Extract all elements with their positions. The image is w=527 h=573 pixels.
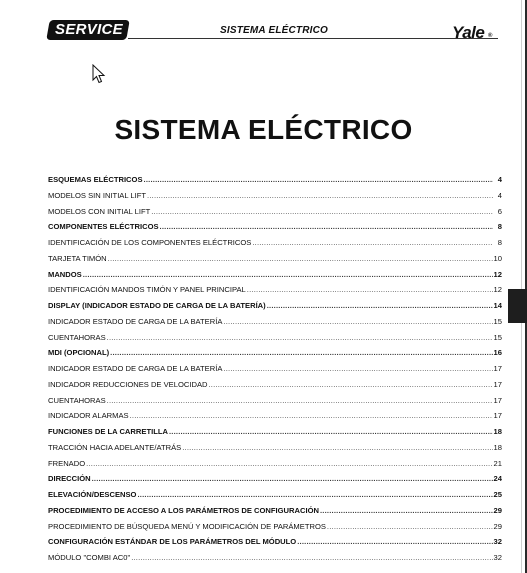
toc-entry-label: CONFIGURACIÓN ESTÁNDAR DE LOS PARÁMETROS DEL MÓDULO: [48, 537, 297, 547]
toc-entry-label: PROCEDIMIENTO DE BÚSQUEDA MENÚ Y MODIFICACIÓN DE PARÁMETROS: [48, 521, 326, 531]
toc-entry-page: 24: [493, 474, 502, 484]
page-header: [48, 20, 500, 44]
toc-leader-dots: [110, 345, 492, 361]
toc-leader-dots: [182, 440, 492, 456]
toc-leader-dots: [151, 204, 493, 220]
toc-entry[interactable]: [48, 314, 502, 330]
toc-entry-label: FUNCIONES DE LA CARRETILLA: [48, 427, 168, 436]
toc-entry-page: 25: [493, 490, 502, 499]
brand-registered-mark: ®: [488, 33, 493, 39]
table-of-contents: [48, 172, 502, 566]
toc-leader-dots: [137, 487, 492, 503]
toc-leader-dots: [83, 267, 493, 283]
toc-leader-dots: [131, 550, 492, 566]
toc-entry[interactable]: [48, 424, 502, 440]
toc-entry-page: 32: [493, 553, 502, 562]
toc-entry[interactable]: [48, 282, 502, 298]
toc-entry[interactable]: [48, 298, 502, 314]
toc-entry-page: 18: [493, 442, 502, 452]
toc-entry-label: ELEVACIÓN/DESCENSO: [48, 490, 137, 499]
toc-entry-page: 29: [493, 521, 502, 531]
toc-entry-page: 17: [493, 411, 502, 421]
toc-entry-page: 8: [497, 238, 502, 247]
toc-entry[interactable]: [48, 330, 502, 346]
toc-entry-label: MODELOS CON INITIAL LIFT: [48, 206, 151, 216]
toc-entry-label: FRENADO: [48, 458, 86, 468]
toc-entry[interactable]: [48, 534, 502, 550]
toc-entry-label: TARJETA TIMÓN: [48, 253, 107, 263]
toc-entry-page: 4: [497, 190, 502, 200]
toc-entry-page: 14: [493, 301, 502, 310]
toc-entry-label: MDI (OPCIONAL): [48, 348, 110, 358]
toc-leader-dots: [107, 393, 493, 409]
toc-entry-page: 12: [493, 285, 502, 295]
toc-entry-label: DISPLAY (INDICADOR ESTADO DE CARGA DE LA BATERÍA): [48, 301, 266, 310]
toc-entry[interactable]: [48, 456, 502, 472]
toc-entry-label: TRACCIÓN HACIA ADELANTE/ATRÁS: [48, 442, 182, 452]
toc-entry-page: 16: [493, 348, 502, 358]
toc-entry-label: IDENTIFICACIÓN MANDOS TIMÓN Y PANEL PRINCIPAL: [48, 285, 246, 295]
toc-entry-page: 15: [493, 316, 502, 326]
header-rule: [128, 38, 498, 39]
toc-leader-dots: [108, 251, 493, 267]
toc-entry-page: 17: [493, 395, 502, 405]
toc-leader-dots: [144, 172, 493, 188]
toc-leader-dots: [160, 219, 493, 235]
toc-leader-dots: [169, 424, 493, 440]
toc-entry-label: COMPONENTES ELÉCTRICOS: [48, 222, 159, 232]
service-badge: SERVICE: [55, 21, 123, 38]
toc-entry-label: MODELOS SIN INITIAL LIFT: [48, 190, 147, 200]
toc-entry[interactable]: [48, 345, 502, 361]
toc-entry-label: CUENTAHORAS: [48, 332, 106, 342]
toc-entry-page: 17: [493, 364, 502, 373]
toc-leader-dots: [223, 361, 492, 377]
toc-entry-label: CUENTAHORAS: [48, 395, 106, 405]
toc-entry-page: 4: [497, 175, 502, 184]
toc-leader-dots: [147, 188, 493, 204]
toc-entry[interactable]: [48, 204, 502, 220]
toc-leader-dots: [327, 519, 493, 535]
toc-entry[interactable]: [48, 377, 502, 393]
toc-entry[interactable]: [48, 235, 502, 251]
toc-leader-dots: [267, 298, 493, 314]
toc-entry-page: 8: [497, 222, 502, 232]
toc-leader-dots: [209, 377, 493, 393]
toc-entry[interactable]: [48, 393, 502, 409]
toc-entry-page: 10: [493, 253, 502, 263]
toc-entry[interactable]: [48, 267, 502, 283]
toc-entry[interactable]: [48, 361, 502, 377]
toc-entry-page: 17: [493, 379, 502, 389]
toc-entry-label: MANDOS: [48, 269, 82, 279]
page-edge-line: [521, 0, 522, 573]
toc-entry-label: IDENTIFICACIÓN DE LOS COMPONENTES ELÉCTRICOS: [48, 238, 252, 247]
toc-entry-label: ESQUEMAS ELÉCTRICOS: [48, 175, 143, 184]
toc-leader-dots: [223, 314, 492, 330]
toc-leader-dots: [86, 456, 492, 472]
toc-entry[interactable]: [48, 519, 502, 535]
toc-entry[interactable]: [48, 440, 502, 456]
toc-entry-label: INDICADOR ESTADO DE CARGA DE LA BATERÍA: [48, 316, 223, 326]
toc-entry-page: 12: [493, 269, 502, 279]
mouse-pointer-icon: [92, 64, 106, 84]
toc-leader-dots: [252, 235, 493, 251]
toc-entry-page: 29: [493, 505, 502, 515]
toc-entry-label: INDICADOR ALARMAS: [48, 411, 129, 421]
toc-entry-label: INDICADOR ESTADO DE CARGA DE LA BATERÍA: [48, 364, 223, 373]
toc-entry[interactable]: [48, 188, 502, 204]
toc-leader-dots: [297, 534, 492, 550]
header-title: SISTEMA ELÉCTRICO: [220, 25, 329, 36]
toc-entry-label: INDICADOR REDUCCIONES DE VELOCIDAD: [48, 379, 208, 389]
toc-entry[interactable]: [48, 408, 502, 424]
toc-leader-dots: [247, 282, 493, 298]
toc-entry[interactable]: [48, 471, 502, 487]
toc-entry-label: PROCEDIMIENTO DE ACCESO A LOS PARÁMETROS DE CONFIGURACIÓN: [48, 505, 319, 515]
toc-entry[interactable]: [48, 487, 502, 503]
toc-leader-dots: [107, 330, 493, 346]
toc-entry-page: 6: [497, 206, 502, 216]
toc-entry-page: 32: [493, 537, 502, 547]
toc-entry[interactable]: [48, 172, 502, 188]
toc-leader-dots: [92, 471, 493, 487]
toc-leader-dots: [130, 408, 493, 424]
toc-entry-page: 18: [493, 427, 502, 436]
toc-entry-label: MÓDULO "COMBI AC0": [48, 553, 131, 562]
toc-entry-page: 15: [493, 332, 502, 342]
toc-entry[interactable]: [48, 251, 502, 267]
document-title: SISTEMA ELÉCTRICO: [114, 114, 413, 145]
brand-logo: Yale: [452, 23, 485, 42]
toc-entry[interactable]: [48, 219, 502, 235]
toc-entry-label: DIRECCIÓN: [48, 474, 91, 484]
toc-entry-page: 21: [493, 458, 502, 468]
toc-entry[interactable]: [48, 550, 502, 566]
toc-entry[interactable]: [48, 503, 502, 519]
toc-leader-dots: [320, 503, 493, 519]
section-tab-marker: [508, 289, 527, 323]
